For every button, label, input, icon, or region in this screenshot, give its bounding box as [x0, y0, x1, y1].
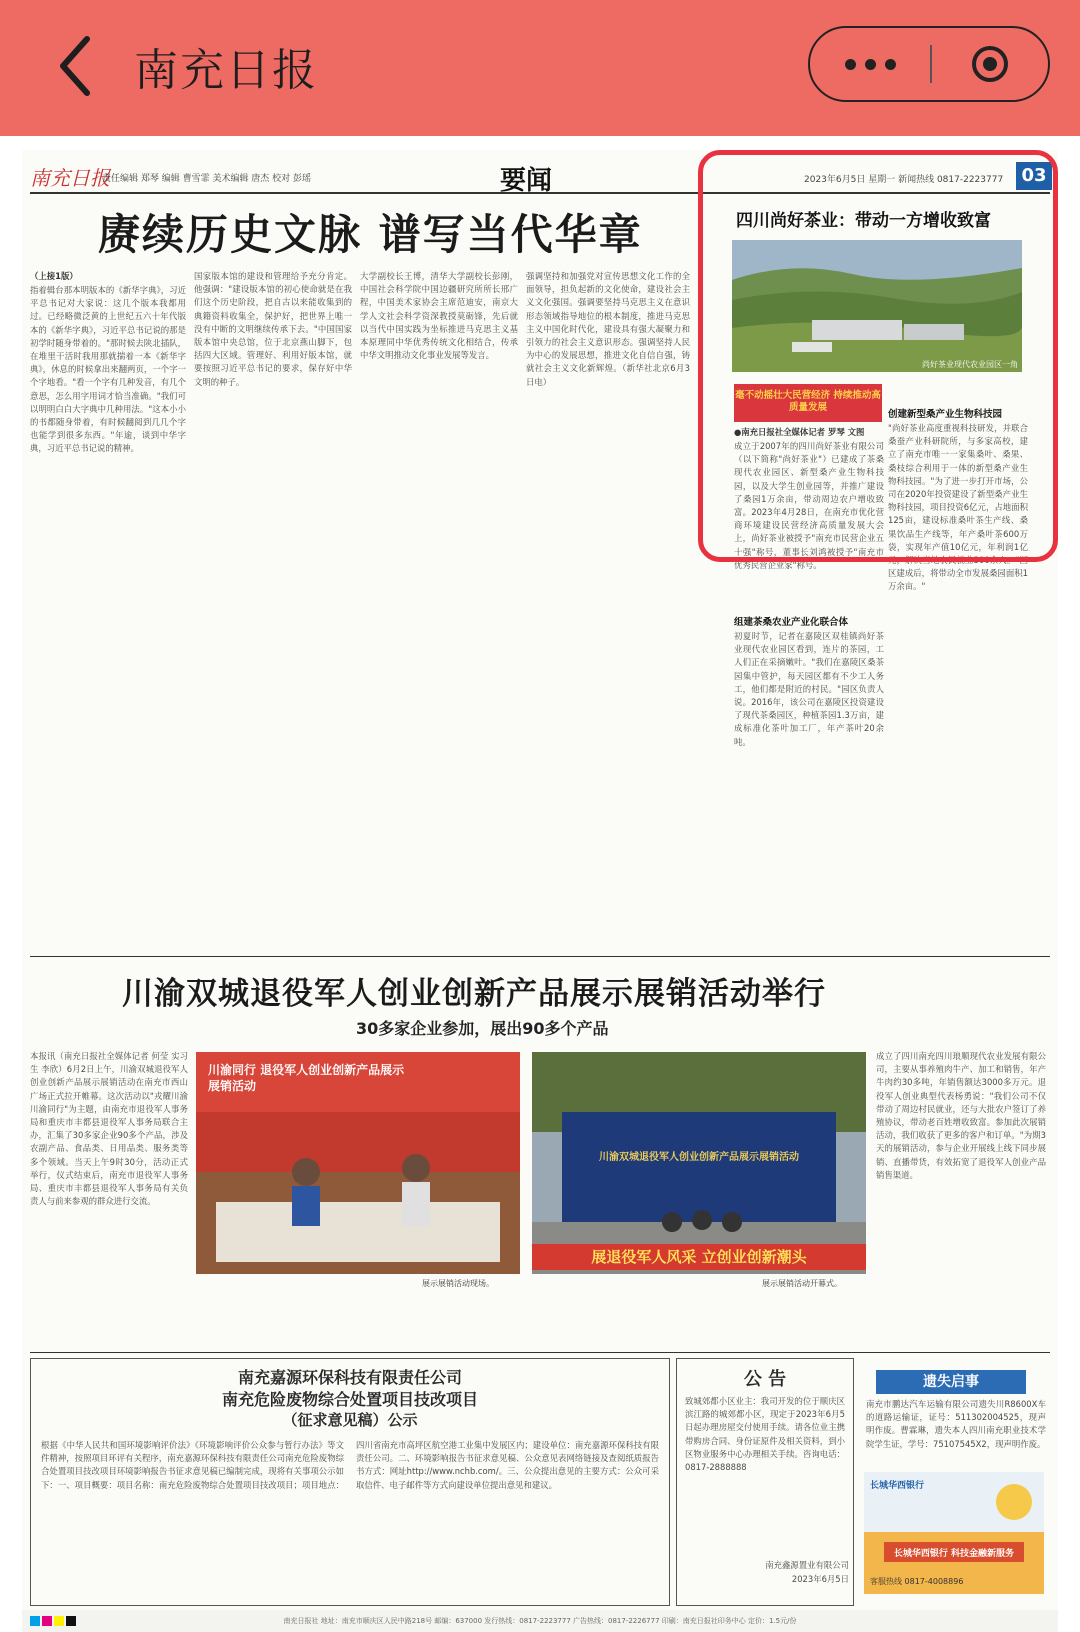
tea-col-2: 初夏时节，记者在嘉陵区双桂镇尚好茶业现代农业园区看到，连片的茶园，工人们正在采摘嫩叶。"我们在嘉陵区桑茶园集中管护，每天园区都有不少工人务工，他们都是附近的村民。"园区负责人说。2016年，该公司在嘉陵区投资建设了现代茶桑园区，种植茶园1.3万亩，建成标准化茶叶加工厂，年产茶叶20余吨。 — [734, 631, 884, 747]
notice-title-3: （征求意见稿）公示 — [282, 1411, 418, 1429]
miniapp-capsule — [808, 26, 1050, 102]
notice-title-1: 南充嘉源环保科技有限责任公司 — [237, 1368, 462, 1387]
more-dots-icon — [845, 59, 856, 70]
announcement-date: 2023年6月5日 — [791, 1574, 849, 1584]
bank-advertisement — [864, 1472, 1044, 1594]
paper-logo: 南充日报 — [30, 166, 110, 190]
more-button[interactable] — [810, 28, 930, 100]
divider — [30, 956, 1050, 957]
editors-line: 责任编辑 郑琴 编辑 曹雪霏 美术编辑 唐杰 校对 彭瑶 — [102, 174, 312, 184]
tea-photo — [732, 240, 1022, 372]
tea-subhead-banner: 毫不动摇壮大民营经济 持续推动高质量发展 — [734, 384, 882, 422]
bank-phone: 客服热线 0817-4008896 — [870, 1577, 964, 1586]
page-title: 南充日报 — [134, 45, 318, 96]
environment-notice — [30, 1358, 670, 1606]
tea-col-3: "尚好茶业高度重视科技研发，并联合桑蚕产业科研院所，与多家高校，建立了南充市唯一一家集桑叶、桑果、桑枝综合利用于一体的新型桑产业生物科技园。"为了进一步打开市场，公司在2020年投资建设了新型桑产业生物科技园，项目投资6亿元，占地面积125亩，建设标准桑叶茶生产线、桑果饮品生产线等，年产桑叶茶600万袋，实现年产值10亿元，年利润1亿元，解决当地农民就业300余人。"园区建成后，将带动全市发展桑园面积1万余亩。" — [888, 423, 1028, 592]
tea-byline: ●南充日报社全媒体记者 罗琴 文图 — [734, 427, 865, 436]
announcement-body: 致城郊都小区业主：我司开发的位于顺庆区滨江路的城郊都小区，现定于2023年6月5日起办理房屋交付使用手续。请各位业主携带购房合同、身份证原件及相关资料，到小区物业服务中心办理相关手续。咨询电话：0817-2888888 — [685, 1396, 845, 1473]
newspaper-page[interactable] — [22, 150, 1058, 1632]
tea-col-1: 成立于2007年的四川尚好茶业有限公司（以下简称"尚好茶业"）已建成了茶桑现代农业园区、新型桑产业生物科技园，以及大学生创业园等，并推广建设了桑园1万余亩，带动周边农户增收致富。2023年4月28日，在南充市优化营商环境建设民营经济高质量发展大会上，尚好茶业被授予"南充市民营企业五十强"称号，董事长刘鸿被授予"南充市优秀民营企业家"称号。 — [734, 441, 884, 570]
photo2-caption: 展示展销活动开幕式。 — [762, 1279, 842, 1288]
tea-story-headline: 四川尚好茶业：带动一方增收致富 — [736, 211, 991, 231]
photo2-ribbon: 展退役军人风采 立创业创新潮头 — [591, 1248, 807, 1266]
event-photo-1 — [196, 1052, 520, 1274]
photo1-banner: 川渝同行 退役军人创业创新产品展示展销活动 — [208, 1063, 405, 1093]
issue-date: 2023年6月5日 星期一 新闻热线 0817-2223777 — [804, 175, 1004, 185]
section-title: 要闻 — [500, 166, 553, 196]
page-number: 03 — [1016, 162, 1052, 190]
story2-col-right: 成立了四川南充四川琅顺现代农业发展有限公司，主要从事养殖肉牛产、加工和销售，年产牛肉约30多吨，年销售额达3000多万元。退役军人创业典型代表杨勇说："我们公司不仅带动了周边村民就业，还与大批农户签订了养殖协议，带动老百姓增收致富。参加此次展销活动，我们收获了更多的客户和订单。"为期3天的展销活动，参与企业开展线上线下同步展销、直播带货，有效拓宽了退役军人创业产品销售渠道。 — [876, 1051, 1046, 1180]
masthead — [30, 160, 1050, 194]
main-headline: 赓续历史文脉 谱写当代华章 — [98, 210, 643, 259]
lead-tag: （上接1版） — [30, 271, 78, 280]
footer-line: 南充日报社 地址：南充市顺庆区人民中路218号 邮编：637000 发行热线：0817-2223777 广告热线：0817-2226777 印刷：南充日报社印务中心 定价：1.5元/份 — [22, 1610, 1058, 1632]
tea-section-heading-2: 组建茶桑农业产业化联合体 — [734, 617, 849, 628]
tea-photo-caption: 尚好茶业现代农业园区一角 — [922, 360, 1018, 369]
close-circle-icon — [970, 44, 1010, 84]
story2-col-1: 本报讯（南充日报社全媒体记者 何莹 实习生 李欣）6月2日上午，川渝双城退役军人创业创新产品展示展销活动在南充市西山广场正式拉开帷幕。这次活动以"戎耀川渝 川渝同行"为主题，由南充市退役军人事务局和重庆市丰都县退役军人事务局联合主办，汇集了30多家企业90多个产品，涉及农副产品、食品类、日用品类、服务类等多个领域。当天上午9时30分，活动正式举行，仪式结束后，南充市退役军人事务局、重庆市丰都县退役军人事务局有关负责人与前来参观的群众进行交流。 — [30, 1051, 188, 1207]
back-chevron-icon[interactable] — [55, 35, 95, 97]
main-story-col-1: 指着辑台那本明版本的《新华字典》，习近平总书记对大家说：这几个版本我都用过。已经略微泛黄的上世纪五六十年代版本的《新华字典》，习近平总书记说的那是初学时随身带着的。"那时候去陕北插队，在堆里干活时我用那就揣着一本《新华字典》，休息的时候拿出来翻两页，一个字一个字地看。"看一个字有几种发音，有几个意思，怎么用字用词才恰当准确。"我们可以明明白白大字典中几种用法。"这本小小的书都随身带着，有时候翻阅到几几个字也能学到很多东西。"年逾，谈到中华字典，习近平总书记说的精神。 — [30, 285, 186, 454]
main-story-col-3: 大学副校长王博，清华大学副校长彭刚，中国社会科学院中国边疆研究所所长邢广程，中国美术家协会主席范迪安，南京大学人文社会科学资深教授莫砺锋，先后就以当代中国实践为坐标推进马克思主义基本原理同中华优秀传统文化相结合，传承中华文明推动文化事业发展等发言。 — [360, 271, 518, 361]
tea-section-heading-1: 创建新型桑产业生物科技园 — [888, 409, 1003, 420]
event-photo-2 — [532, 1052, 866, 1274]
main-story-col-2: 国家版本馆的建设和管理给予充分肯定。他强调："建设版本馆的初心使命就是在我们这个历史阶段，把自古以来能收集到的典籍资料收集全，保护好，把世界上唯一没有中断的文明继续传承下去。"中国国家版本馆中央总馆，位于北京燕山脚下，包括四大区域。管理好、利用好版本馆，就要按照习近平总书记的要求，保存好中华文明的种子。 — [194, 271, 352, 387]
back-button[interactable] — [40, 26, 110, 106]
notice-title-2: 南充危险废物综合处置项目技改项目 — [221, 1390, 478, 1409]
story2-headline: 川渝双城退役军人创业创新产品展示展销活动举行 — [122, 976, 826, 1012]
photo1-caption: 展示展销活动现场。 — [422, 1279, 494, 1288]
announcement-title: 公 告 — [743, 1369, 787, 1390]
notice-body: 根据《中华人民共和国环境影响评价法》《环境影响评价公众参与暂行办法》等文件精神，按照项目环评有关程序，南充嘉源环保科技有限责任公司南充危险废物综合处置项目技改项目环境影响报告书征求意见稿已编制完成，现将有关事项公示如下：一、项目概要：项目名称：南充危险废物综合处置项目技改项目；项目地点：四川省南充市高坪区航空港工业集中发展区内；建设单位：南充嘉源环保科技有限责任公司。二、环境影响报告书征求意见稿、公众意见表网络链接及查阅纸质报告书方式：网址http://www.nchb.com/。三、公众提出意见的主要方式：公众可采取信件、电子邮件等方式向建设单位提出意见和建议。 — [41, 1440, 659, 1490]
main-story-col-4: 强调坚持和加强党对宣传思想文化工作的全面领导，担负起新的文化使命，建设社会主义文化强国。强调要坚持马克思主义在意识形态领域指导地位的根本制度，推进马克思主义中国化时代化，建设具有强大凝聚力和引领力的社会主义意识形态。强调坚持人民为中心的发展思想，推进文化自信自强，铸就社会主义文化新辉煌。（新华社北京6月3日电） — [526, 271, 690, 387]
lost-notice-body: 南充市鹏达汽车运输有限公司遗失川R8600X车的道路运输证，证号：511302004525，现声明作废。曹霖琳，遗失本人四川南充职业技术学院学生证，学号：75107545X2，现声明作废。 — [866, 1399, 1046, 1449]
print-color-strip — [30, 1616, 76, 1626]
bank-slogan: 长城华西银行 科技金融新服务 — [893, 1549, 1015, 1559]
app-header — [0, 0, 1080, 136]
close-button[interactable] — [932, 28, 1048, 100]
announcement — [676, 1358, 854, 1606]
bank-name: 长城华西银行 — [870, 1481, 925, 1491]
lost-notice-title: 遗失启事 — [876, 1370, 1026, 1394]
tea-col-3-lead — [888, 386, 1028, 404]
photo2-banner: 川渝双城退役军人创业创新产品展示展销活动 — [599, 1152, 799, 1163]
announcement-sign: 南充鑫源置业有限公司 — [765, 1560, 849, 1570]
divider — [30, 1352, 1050, 1353]
story2-subhead: 30多家企业参加，展出90多个产品 — [356, 1019, 609, 1038]
